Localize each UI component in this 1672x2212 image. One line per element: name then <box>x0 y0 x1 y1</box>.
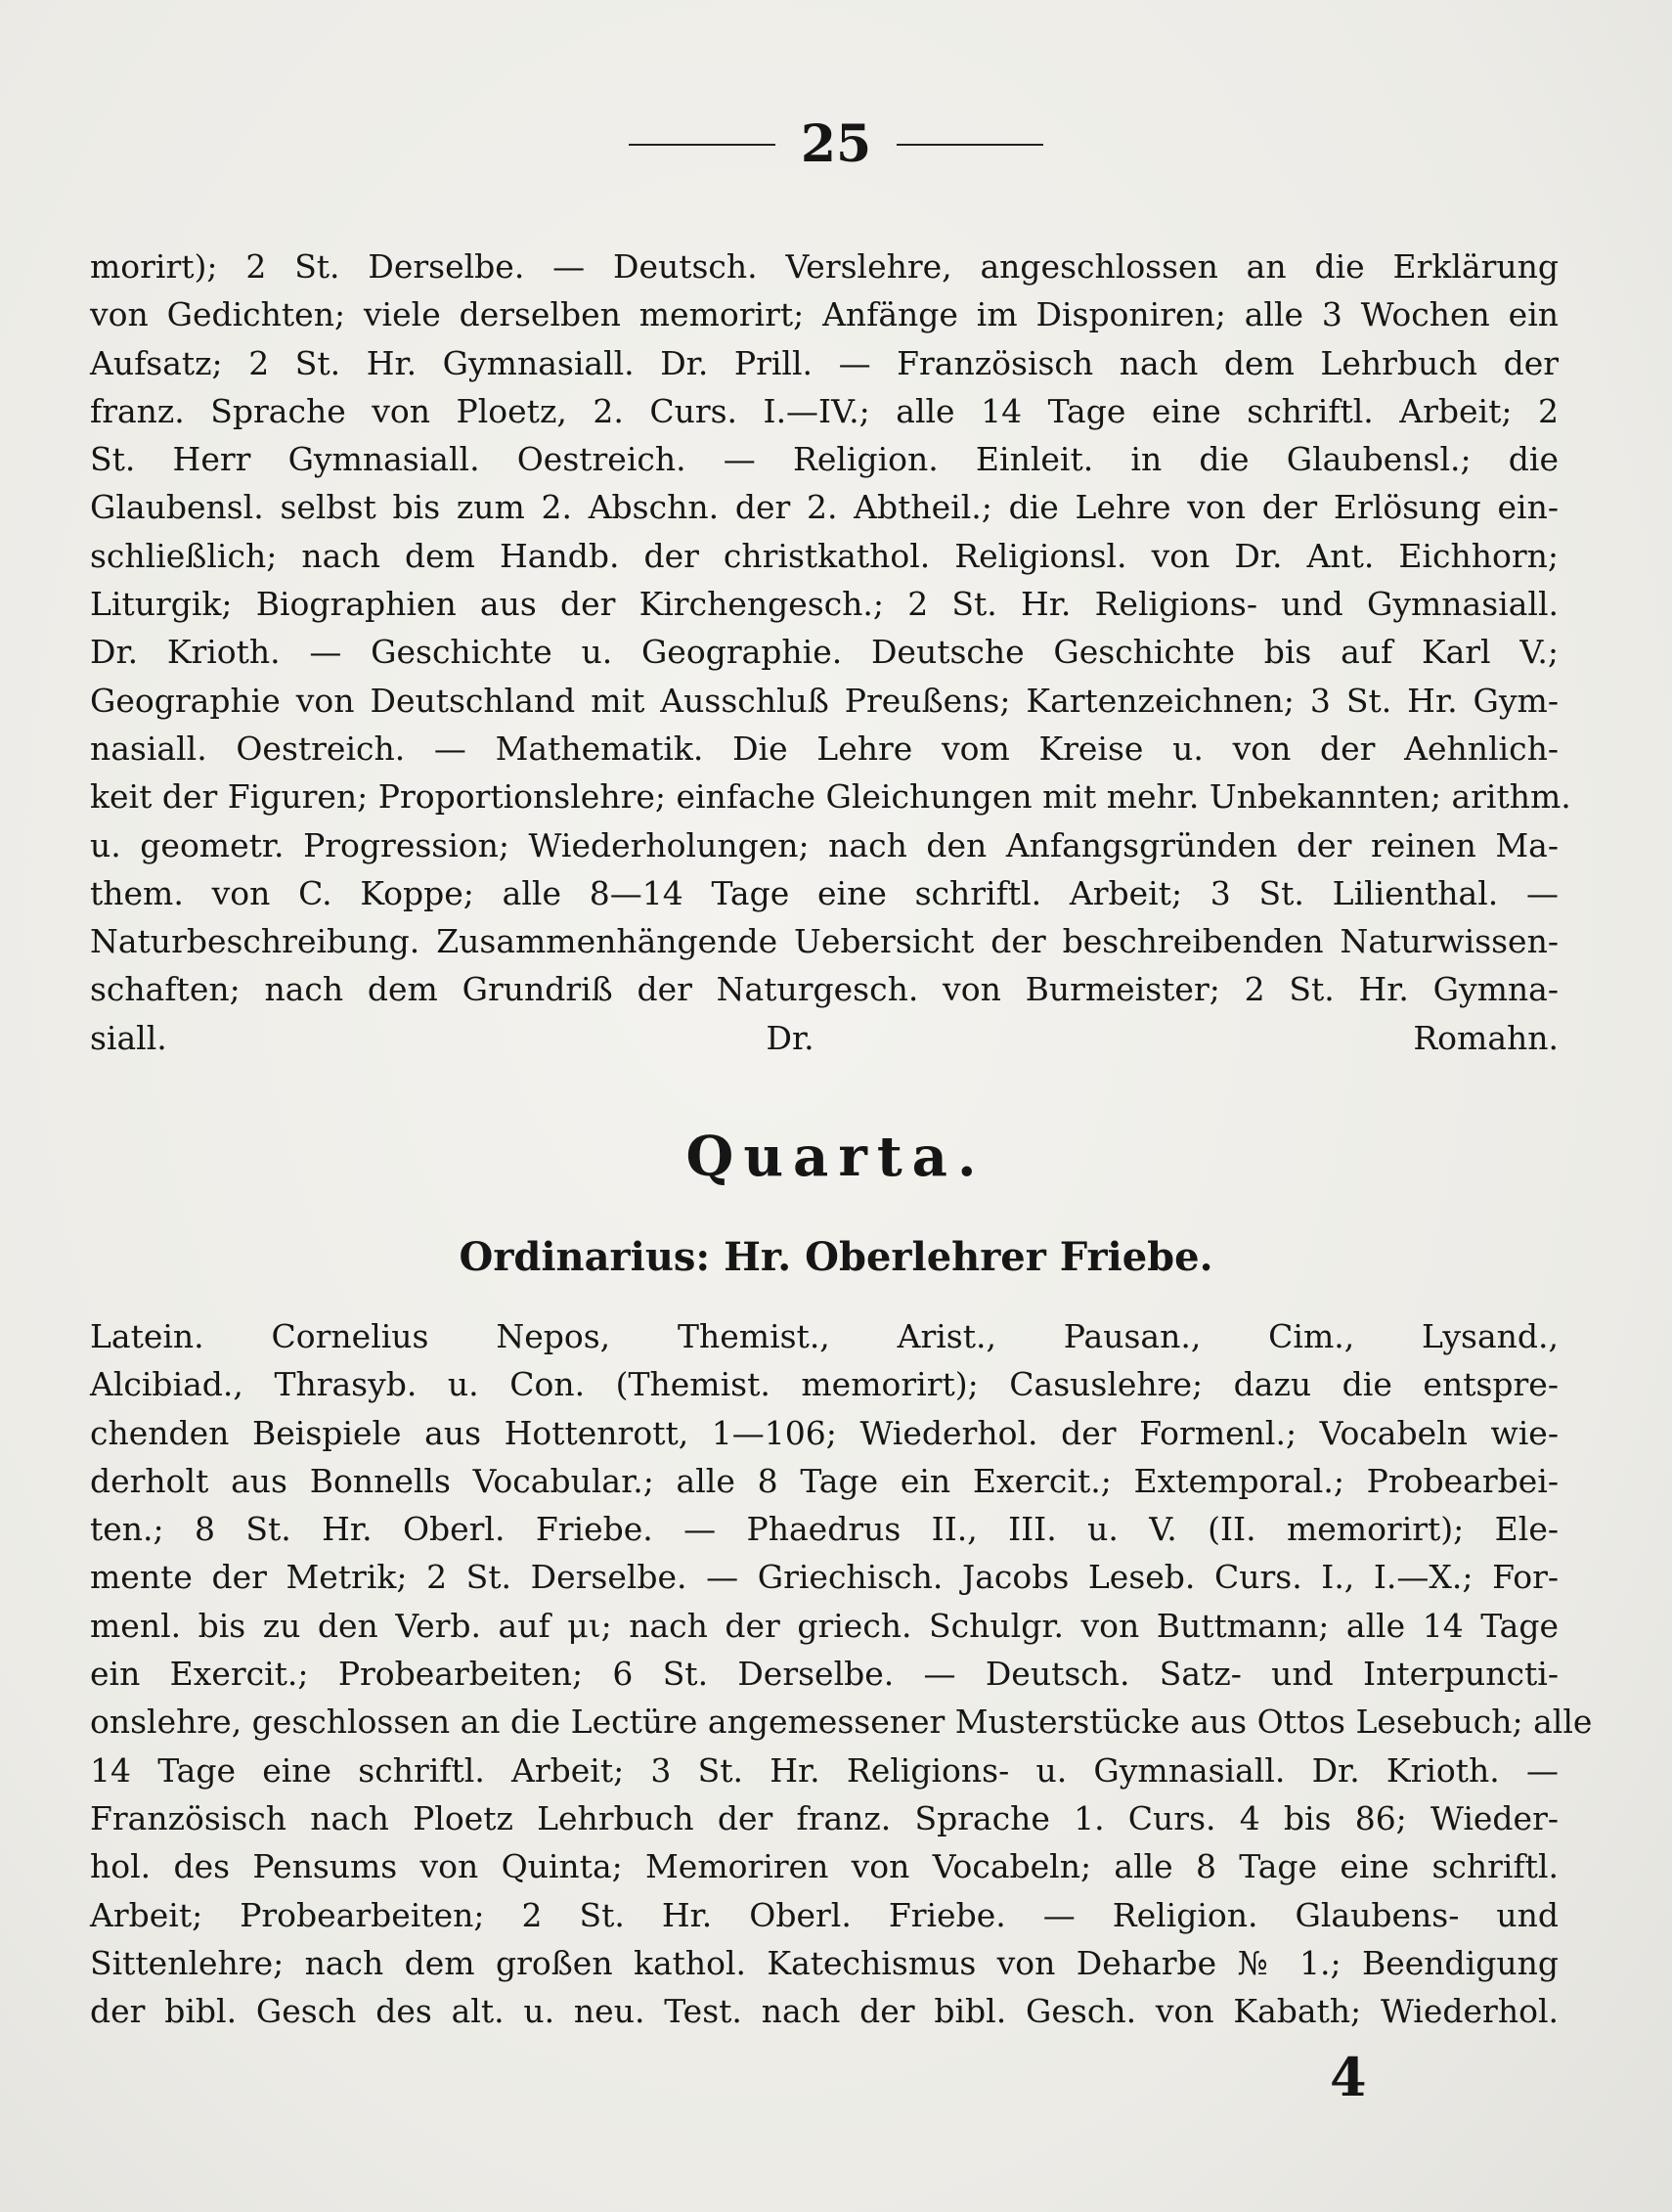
text-line: franz. Sprache von Ploetz, 2. Curs. I.—IV.; alle 14 Tage eine schriftl. Arbeit; 2 <box>90 391 1559 430</box>
text-line: Latein. Cornelius Nepos, Themist., Arist., Pausan., Cim., Lysand., <box>90 1317 1559 1355</box>
text-line: schaften; nach dem Grundriß der Naturgesch. von Burmeister; 2 St. Hr. Gymna- <box>90 970 1559 1009</box>
text-line: onslehre, geschlossen an die Lectüre angemessener Musterstücke aus Ottos Lesebuch; alle <box>90 1703 1593 1742</box>
text-line: Naturbeschreibung. Zusammenhängende Uebersicht der beschreibenden Naturwissen- <box>90 922 1559 961</box>
text-line: St. Herr Gymnasiall. Oestreich. — Religion. Einleit. in die Glaubensl.; die <box>90 440 1559 479</box>
paragraph-quarta <box>90 1312 1593 2035</box>
section-title: Quarta. <box>685 1125 987 1189</box>
signature-mark: 4 <box>1330 2046 1367 2108</box>
text-line: morirt); 2 St. Derselbe. — Deutsch. Verslehre, angeschlossen an die Erklärung <box>90 247 1559 286</box>
paragraph-tertia-continued <box>90 243 1571 1062</box>
text-line: chenden Beispiele aus Hottenrott, 1—106; Wiederhol. der Formenl.; Vocabeln wie- <box>90 1413 1559 1452</box>
text-line: Arbeit; Probearbeiten; 2 St. Hr. Oberl. Friebe. — Religion. Glaubens- und <box>90 1895 1559 1934</box>
text-line: derholt aus Bonnells Vocabular.; alle 8 Tage ein Exercit.; Extemporal.; Probearbei- <box>90 1461 1559 1500</box>
page-header <box>0 114 1672 174</box>
text-line: them. von C. Koppe; alle 8—14 Tage eine schriftl. Arbeit; 3 St. Lilienthal. — <box>90 873 1559 912</box>
text-line: Glaubensl. selbst bis zum 2. Abschn. der 2. Abtheil.; die Lehre von der Erlösung ein- <box>90 488 1559 527</box>
text-line: Geographie von Deutschland mit Ausschluß Preußens; Kartenzeichnen; 3 St. Hr. Gym- <box>90 681 1559 720</box>
text-line: nasiall. Oestreich. — Mathematik. Die Lehre vom Kreise u. von der Aehnlich- <box>90 729 1559 768</box>
text-line: menl. bis zu den Verb. auf μι; nach der griech. Schulgr. von Buttmann; alle 14 Tage <box>90 1606 1559 1645</box>
text-line: der bibl. Gesch des alt. u. neu. Test. nach der bibl. Gesch. von Kabath; Wiederhol. <box>90 1992 1559 2031</box>
header-rule-left <box>629 144 775 146</box>
text-line: ten.; 8 St. Hr. Oberl. Friebe. — Phaedrus II., III. u. V. (II. memorirt); Ele- <box>90 1510 1559 1549</box>
text-line: Sittenlehre; nach dem großen kathol. Katechismus von Deharbe № 1.; Beendigung <box>90 1943 1559 1982</box>
text-line: hol. des Pensums von Quinta; Memoriren von Vocabeln; alle 8 Tage eine schriftl. <box>90 1847 1559 1886</box>
header-rule-right <box>897 144 1043 146</box>
text-line: 14 Tage eine schriftl. Arbeit; 3 St. Hr. Religions- u. Gymnasiall. Dr. Krioth. — <box>90 1750 1559 1790</box>
ordinarius-heading: Ordinarius: Hr. Oberlehrer Friebe. <box>459 1234 1213 1280</box>
text-line: Dr. Krioth. — Geschichte u. Geographie. Deutsche Geschichte bis auf Karl V.; <box>90 633 1559 672</box>
text-line: Liturgik; Biographien aus der Kirchengesch.; 2 St. Hr. Religions- und Gymnasiall. <box>90 585 1559 624</box>
text-line: Alcibiad., Thrasyb. u. Con. (Themist. memorirt); Casuslehre; dazu die entspre- <box>90 1365 1559 1404</box>
page-number: 25 <box>800 114 872 174</box>
text-line: ein Exercit.; Probearbeiten; 6 St. Derselbe. — Deutsch. Satz- und Interpuncti- <box>90 1655 1559 1694</box>
text-line: schließlich; nach dem Handb. der christkathol. Religionsl. von Dr. Ant. Eichhorn; <box>90 536 1559 575</box>
text-line: u. geometr. Progression; Wiederholungen; nach den Anfangsgründen der reinen Ma- <box>90 825 1559 864</box>
text-line: von Gedichten; viele derselben memorirt; Anfänge im Disponiren; alle 3 Wochen ein <box>90 295 1559 334</box>
text-line: mente der Metrik; 2 St. Derselbe. — Griechisch. Jacobs Leseb. Curs. I., I.—X.; For- <box>90 1558 1559 1597</box>
text-line: siall. Dr. Romahn. <box>90 1018 1559 1057</box>
text-line: Aufsatz; 2 St. Hr. Gymnasiall. Dr. Prill. — Französisch nach dem Lehrbuch der <box>90 343 1559 382</box>
text-line: keit der Figuren; Proportionslehre; einfache Gleichungen mit mehr. Unbekannten; arithm. <box>90 777 1571 817</box>
text-line: Französisch nach Ploetz Lehrbuch der franz. Sprache 1. Curs. 4 bis 86; Wieder- <box>90 1798 1559 1837</box>
